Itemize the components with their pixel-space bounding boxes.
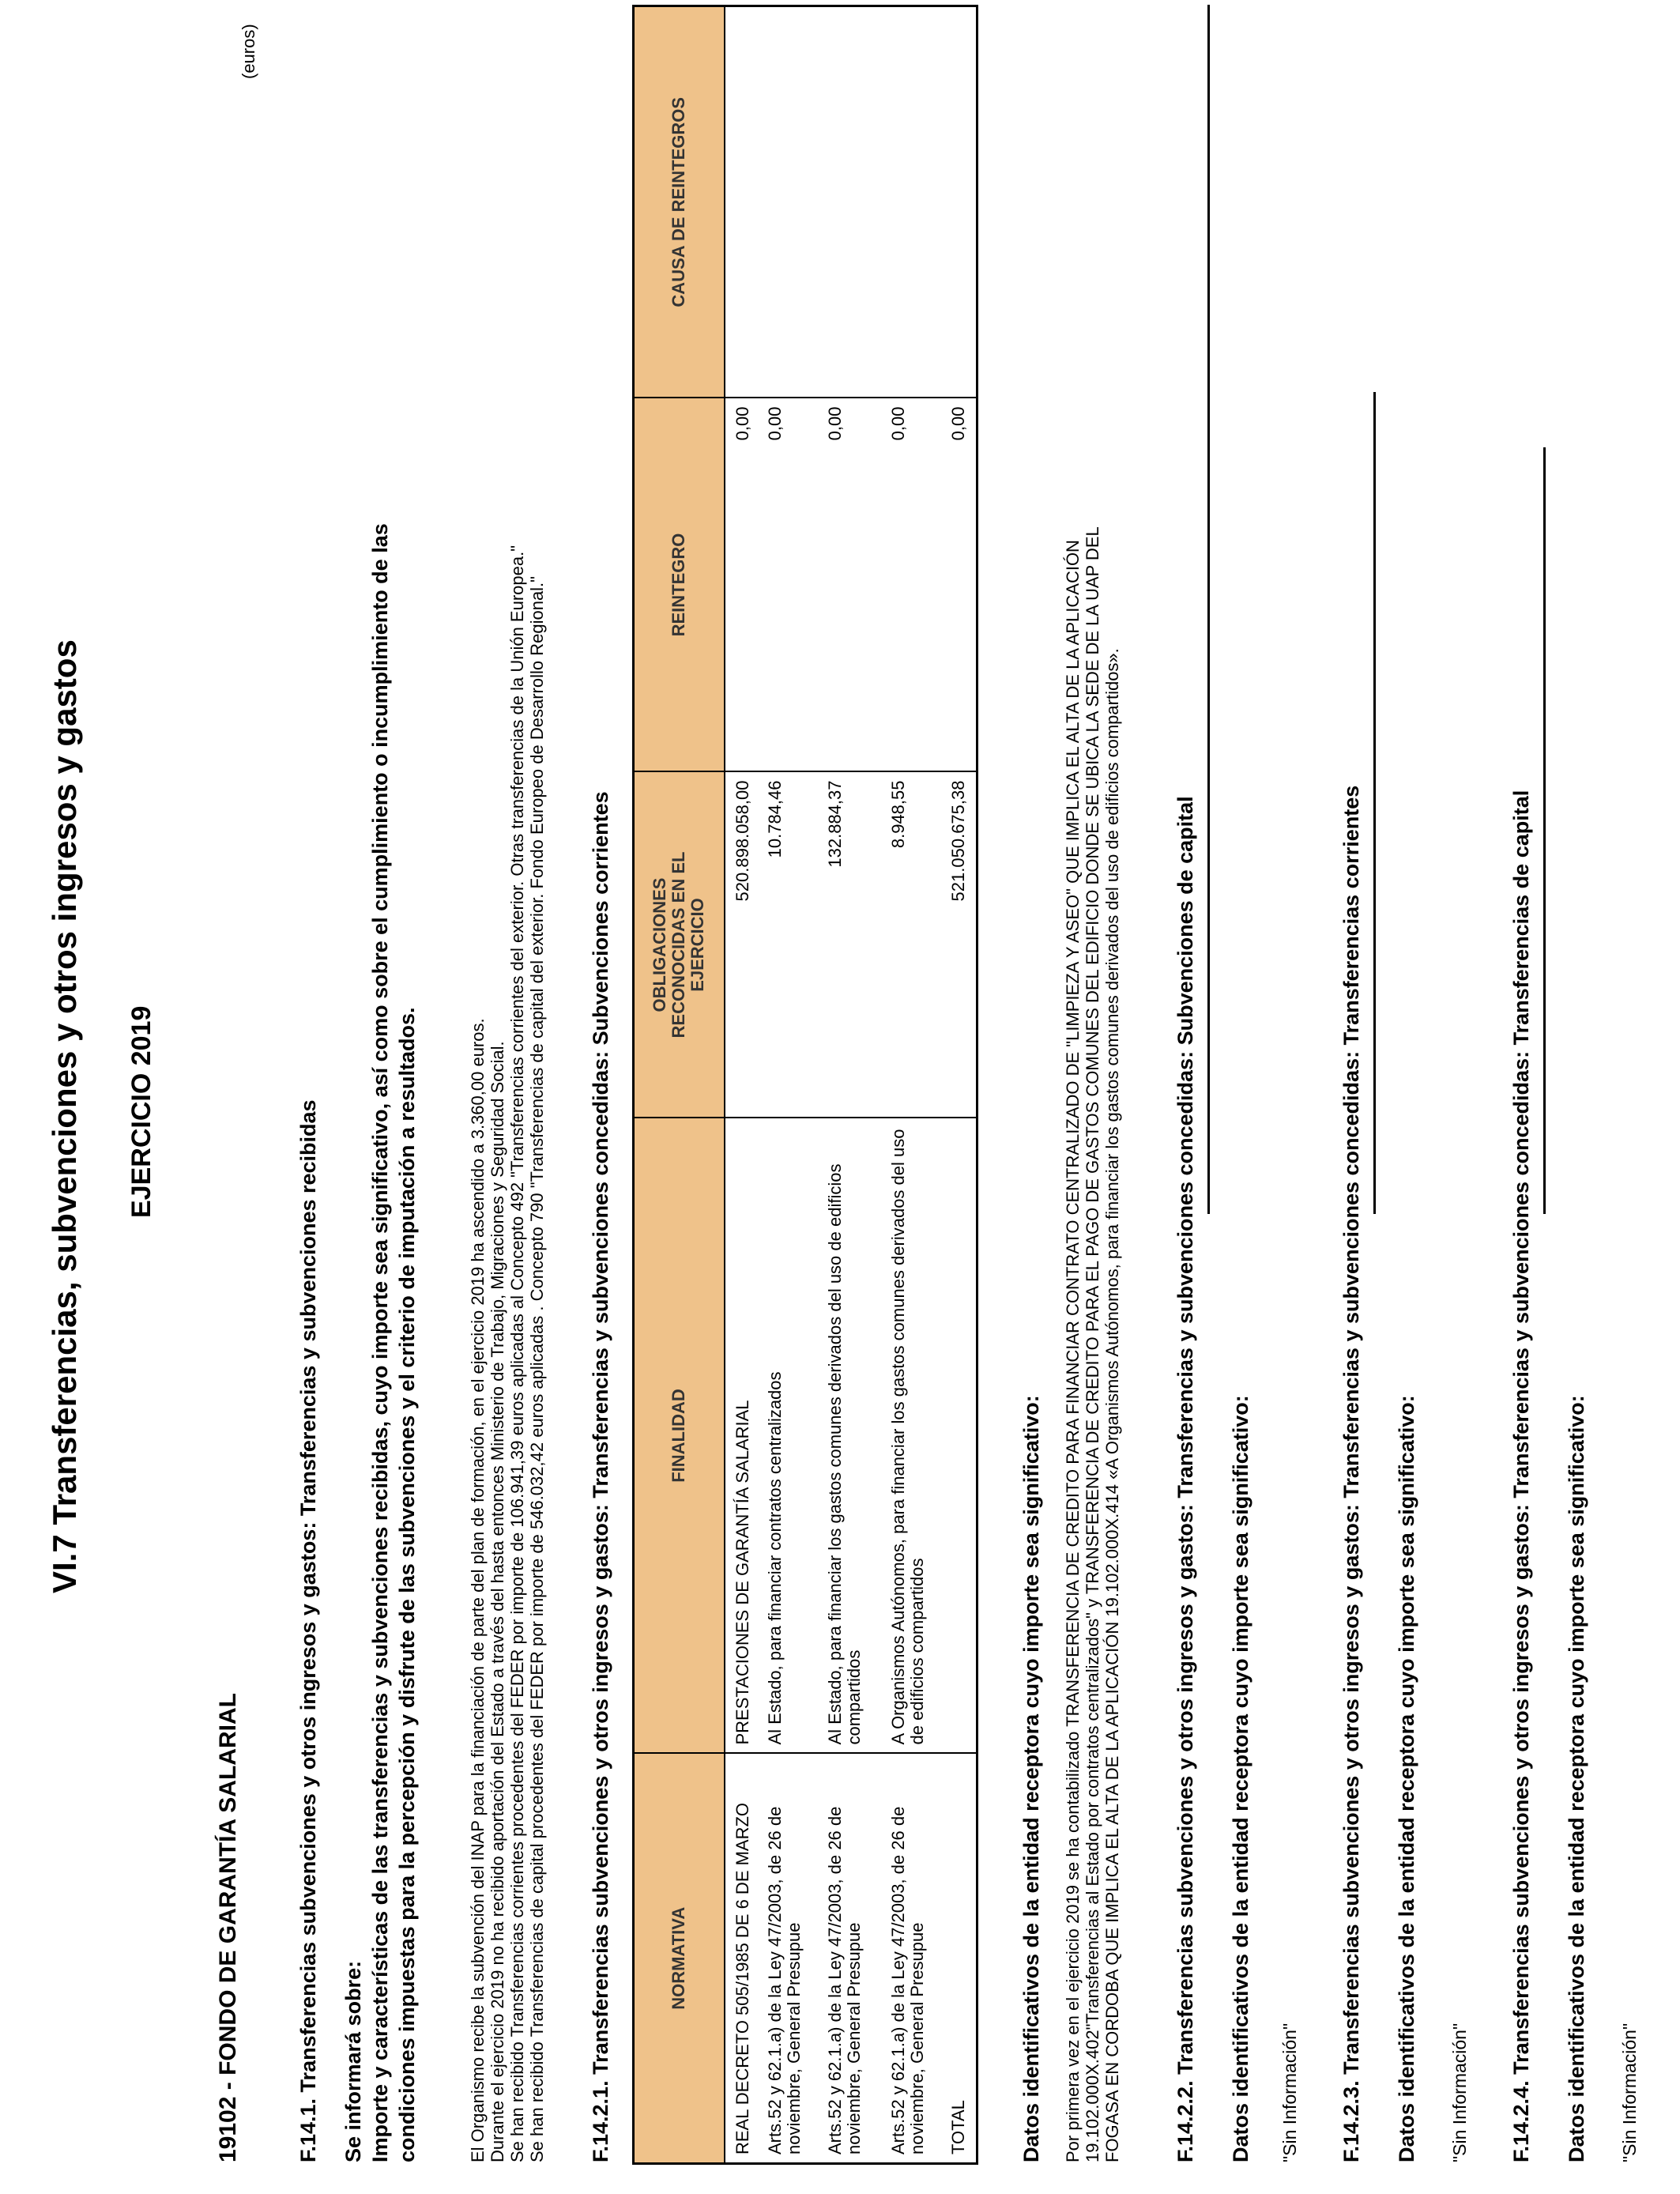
units-label: (euros)	[239, 24, 258, 79]
f1421-heading: F.14.2.1. Transferencias subvenciones y otros ingresos y gastos: Transferencias y subvenciones concedidas: Subvenciones corrientes	[589, 791, 612, 2162]
cell-finalidad: Al Estado, para financiar contratos centralizados	[764, 1118, 824, 1754]
total-reintegro: 0,00	[947, 398, 977, 772]
col-finalidad: FINALIDAD	[634, 1118, 725, 1754]
cell-obligaciones: 520.898.058,00	[725, 772, 764, 1118]
col-obligaciones	[634, 772, 725, 1118]
table-row	[824, 6, 887, 2164]
f1422-datos-heading: Datos identificativos de la entidad receptora cuyo importe sea significativo:	[1229, 1395, 1252, 2162]
f141-informara: Se informará sobre:	[341, 1960, 365, 2162]
cell-finalidad: PRESTACIONES DE GARANTÍA SALARIAL	[725, 1118, 764, 1754]
f141-line2: condiciones impuestas para la percepción y disfrute de las subvenciones y el criterio de imputación a resultados.	[395, 1007, 419, 2162]
cell-reintegro: 0,00	[764, 398, 824, 772]
f141-note: El Organismo recibe la subvención del INAP para la financiación de parte del plan de formación, en el ejercicio 2019 ha ascendido a 3.360,00 euros.	[468, 1018, 488, 2162]
cell-finalidad: Al Estado, para financiar los gastos comunes derivados del uso de edificios compartidos	[824, 1118, 887, 1754]
f1421-datos-text	[1063, 526, 1122, 2162]
f141-heading: F.14.1. Transferencias subvenciones y otros ingresos y gastos: Transferencias y subvenciones recibidas	[296, 1099, 320, 2162]
cell-obligaciones: 10.784,46	[764, 772, 824, 1118]
table-header-row	[634, 6, 725, 2164]
f1424-datos-heading: Datos identificativos de la entidad receptora cuyo importe sea significativo:	[1565, 1395, 1588, 2162]
col-normativa: NORMATIVA	[634, 1754, 725, 2164]
col-causa: CAUSA DE REINTEGROS	[634, 6, 725, 398]
cell-normativa: Arts.52 y 62.1.a) de la Ley 47/2003, de 26 de noviembre, General Presupue	[764, 1754, 824, 2164]
ejercicio-label: EJERCICIO 2019	[126, 1005, 156, 1218]
section-rule	[1207, 5, 1210, 1214]
total-causa	[947, 6, 977, 398]
col-reintegro: REINTEGRO	[634, 398, 725, 772]
subvenciones-table	[632, 5, 978, 2165]
f1423-heading: F.14.2.3. Transferencias subvenciones y otros ingresos y gastos: Transferencias y subvenciones concedidas: Transferencias corrientes	[1339, 785, 1363, 2162]
cell-causa	[764, 6, 824, 398]
section-rule	[1543, 447, 1546, 1214]
cell-reintegro: 0,00	[725, 398, 764, 772]
col-obligaciones-line: RECONOCIDAS EN EL	[669, 851, 689, 1039]
cell-obligaciones: 8.948,55	[887, 772, 947, 1118]
col-obligaciones-line: EJERCICIO	[687, 898, 708, 992]
f1421-datos-line: 19.102.000X.402"Transferencias al Estado por contratos centralizados" y TRANSFERENCIA DE CREDITO PARA EL PAGO DE GASTOS COMUNES DEL EDIFICIO DONDE SE UBICA LA SEDE DE LA UAP DEL	[1083, 526, 1102, 2162]
f1422-sin-info: "Sin Información"	[1279, 2022, 1300, 2162]
cell-finalidad: A Organismos Autónomos, para financiar los gastos comunes derivados del uso de edificios compartidos	[887, 1118, 947, 1754]
col-obligaciones-line: OBLIGACIONES	[650, 877, 670, 1012]
cell-normativa: Arts.52 y 62.1.a) de la Ley 47/2003, de 26 de noviembre, General Presupue	[824, 1754, 887, 2164]
organism-heading: 19102 - FONDO DE GARANTÍA SALARIAL	[215, 1693, 241, 2162]
f1422-heading: F.14.2.2. Transferencias subvenciones y otros ingresos y gastos: Transferencias y subvenciones concedidas: Subvenciones de capital	[1173, 796, 1197, 2162]
f1421-datos-heading: Datos identificativos de la entidad receptora cuyo importe sea significativo:	[1019, 1395, 1043, 2162]
section-rule	[1373, 392, 1376, 1214]
table-row	[725, 6, 764, 2164]
f1423-datos-heading: Datos identificativos de la entidad receptora cuyo importe sea significativo:	[1395, 1395, 1418, 2162]
cell-normativa: Arts.52 y 62.1.a) de la Ley 47/2003, de 26 de noviembre, General Presupue	[887, 1754, 947, 2164]
cell-causa	[887, 6, 947, 398]
table-total-row	[947, 6, 977, 2164]
f1424-sin-info: "Sin Información"	[1619, 2022, 1640, 2162]
cell-causa	[725, 6, 764, 398]
cell-obligaciones: 132.884,37	[824, 772, 887, 1118]
table-row	[764, 6, 824, 2164]
f1421-datos-line: Por primera vez en el ejercicio 2019 se ha contabilizado TRANSFERENCIA DE CREDITO PARA FINANCIAR CONTRATO CENTRALIZADO DE "LIMPIEZA Y ASEO" QUE IMPLICA EL ALTA DE LA APLICACIÓN	[1063, 540, 1083, 2162]
f141-note: Se han recibido Transferencias corrientes procedentes del FEDER por importe de 106.941,39 euros aplicadas al Concepto 492 "Transferencias corrientes del exterior. Otras transferencias de la Unión Europea."	[507, 545, 527, 2162]
f141-notes	[468, 545, 547, 2162]
f1423-sin-info: "Sin Información"	[1449, 2022, 1470, 2162]
cell-causa	[824, 6, 887, 398]
cell-reintegro: 0,00	[824, 398, 887, 772]
total-label: TOTAL	[947, 1754, 977, 2164]
total-finalidad	[947, 1118, 977, 1754]
table-row	[887, 6, 947, 2164]
total-obligaciones: 521.050.675,38	[947, 772, 977, 1118]
cell-normativa: REAL DECRETO 505/1985 DE 6 DE MARZO	[725, 1754, 764, 2164]
cell-reintegro: 0,00	[887, 398, 947, 772]
f1424-heading: F.14.2.4. Transferencias subvenciones y otros ingresos y gastos: Transferencias y subvenciones concedidas: Transferencias de capital	[1509, 790, 1533, 2162]
f141-note: Se han recibido Transferencias de capital procedentes del FEDER por importe de 546.032,42 euros aplicadas . Concepto 790 "Transferencias de capital del exterior. Fondo Europeo de Desarrollo Regional."	[527, 576, 547, 2162]
f1421-datos-line: FOGASA EN CORDOBA QUE IMPLICA EL ALTA DE LA APLICACIÓN 19.102.000X.414 «A Organismos Autónomos, para financiar los gastos comunes derivados del uso de edificios compartidos».	[1102, 648, 1122, 2162]
page-title: VI.7 Transferencias, subvenciones y otros ingresos y gastos	[46, 639, 83, 1593]
f141-line1: Importe y características de las transferencias y subvenciones recibidas, cuyo importe sea significativo, así como sobre el cumplimiento o incumplimiento de las	[368, 523, 392, 2162]
f141-note: Durante el ejercicio 2019 no ha recibido aportación del Estado a través del hasta entonces Ministerio de Trabajo, Migraciones y Seguridad Social.	[488, 1041, 507, 2162]
